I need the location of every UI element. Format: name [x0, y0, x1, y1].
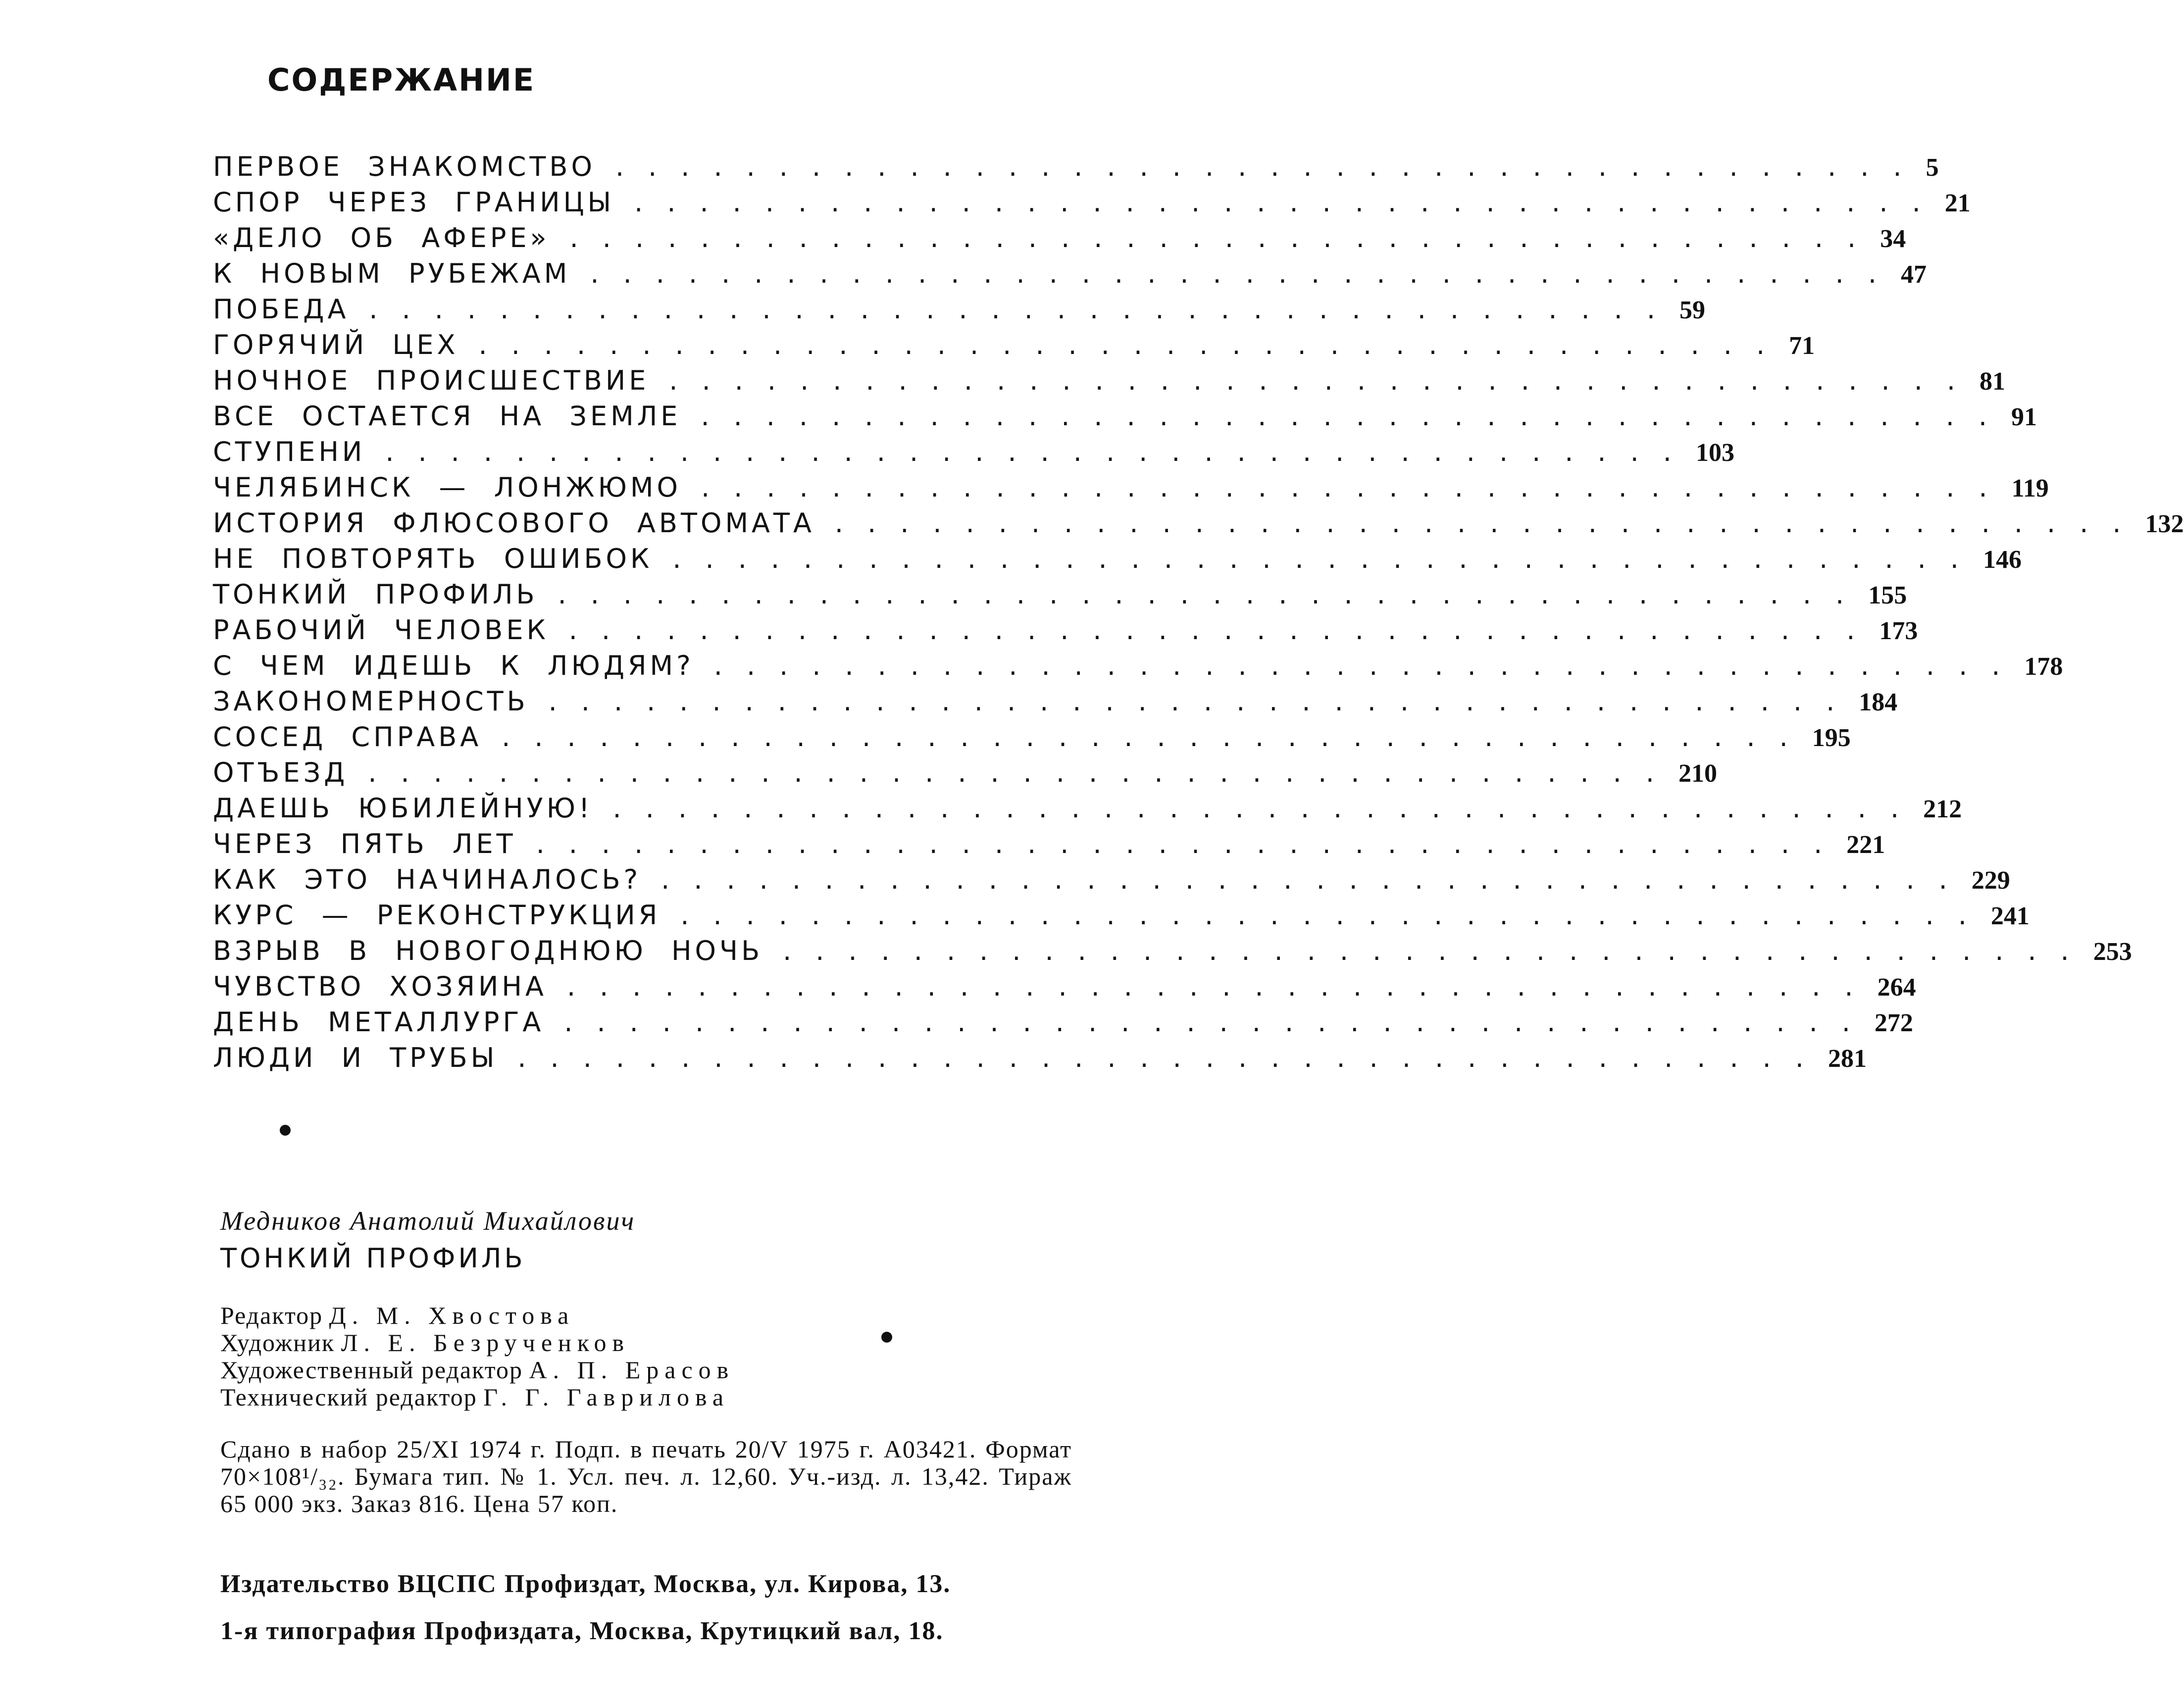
toc-entry-page: 132 — [2145, 510, 2184, 538]
toc-entry-title: СОСЕД СПРАВА — [213, 721, 482, 753]
toc-entry-title: ДЕНЬ МЕТАЛЛУРГА — [213, 1006, 545, 1038]
credit-line — [220, 1302, 1072, 1329]
toc-entry-title: К НОВЫМ РУБЕЖАМ — [213, 258, 571, 289]
toc-entry-page: 5 — [1926, 153, 1939, 182]
toc-entry-page: 184 — [1859, 688, 1898, 716]
toc-entry — [213, 436, 1734, 472]
toc-entry-title: СТУПЕНИ — [213, 436, 366, 467]
toc-entry — [213, 258, 1927, 294]
toc-entry-page: 212 — [1923, 795, 1962, 823]
toc-dot-leader: ........................................ — [548, 686, 1859, 717]
credits-block — [220, 1302, 1072, 1411]
toc-entry — [213, 151, 1939, 187]
toc-entry-title: ПЕРВОЕ ЗНАКОМСТВО — [213, 151, 596, 182]
toc-entry-page: 103 — [1695, 439, 1734, 467]
toc-entry-title: ГОРЯЧИЙ ЦЕХ — [213, 329, 459, 360]
toc-dot-leader: ........................................ — [680, 900, 1991, 931]
toc-entry-title: ПОБЕДА — [213, 294, 350, 325]
toc-entry-title: С ЧЕМ ИДЕШЬ К ЛЮДЯМ? — [213, 650, 694, 681]
toc-entry — [213, 864, 2010, 900]
credit-role: Художественный редактор — [220, 1356, 523, 1384]
toc-dot-leader: ........................................ — [783, 935, 2093, 966]
toc-entry — [213, 757, 1717, 793]
toc-entry-title: НЕ ПОВТОРЯТЬ ОШИБОК — [213, 543, 653, 574]
toc-entry-page: 178 — [2024, 652, 2063, 681]
toc-entry-title: ОТЪЕЗД — [213, 757, 349, 788]
toc-entry-title: ИСТОРИЯ ФЛЮСОВОГО АВТОМАТА — [213, 507, 815, 539]
toc-dot-leader: ........................................ — [502, 721, 1812, 753]
toc-entry-page: 173 — [1879, 617, 1918, 645]
credit-name: Г. Г. Гаврилова — [483, 1383, 730, 1411]
toc-entry-page: 281 — [1828, 1045, 1867, 1073]
publisher-line: Издательство ВЦСПС Профиздат, Москва, ул. Кирова, 13. — [220, 1570, 951, 1598]
toc-dot-leader: ........................................ — [672, 543, 1983, 574]
toc-entry-title: ДАЕШЬ ЮБИЛЕЙНУЮ! — [213, 793, 593, 824]
toc-dot-leader: ........................................ — [569, 222, 1880, 253]
credit-line — [220, 1329, 1072, 1356]
toc-entry — [213, 935, 2132, 971]
toc-dot-leader: ........................................ — [558, 579, 1869, 610]
toc-dot-leader: ........................................ — [590, 258, 1901, 289]
toc-entry-page: 34 — [1880, 225, 1906, 253]
toc-entry — [213, 329, 1815, 365]
toc-entry-title: ЗАКОНОМЕРНОСТЬ — [213, 686, 529, 717]
toc-entry-title: «ДЕЛО ОБ АФЕРЕ» — [213, 222, 550, 253]
credit-line — [220, 1356, 1072, 1384]
toc-entry — [213, 650, 2063, 686]
credit-name: А. П. Ерасов — [529, 1356, 735, 1384]
toc-entry — [213, 1006, 1913, 1042]
toc-entry-title: ВЗРЫВ В НОВОГОДНЮЮ НОЧЬ — [213, 935, 763, 966]
toc-entry — [213, 686, 1898, 721]
credit-line — [220, 1384, 1072, 1411]
toc-dot-leader: ........................................ — [478, 329, 1789, 360]
toc-dot-leader: ........................................ — [634, 187, 1945, 218]
toc-entry-page: 264 — [1877, 973, 1916, 1002]
credit-role: Художник — [220, 1329, 335, 1356]
toc-dot-leader: ........................................ — [385, 436, 1696, 467]
credit-name: Л. Е. Безрученков — [341, 1329, 630, 1356]
toc-entry-page: 146 — [1982, 546, 2022, 574]
toc-entry-page: 210 — [1678, 759, 1717, 788]
toc-entry-page: 21 — [1944, 189, 1971, 217]
toc-entry-title: СПОР ЧЕРЕЗ ГРАНИЦЫ — [213, 187, 615, 218]
toc-entry — [213, 507, 2184, 543]
toc-entry-page: 195 — [1812, 724, 1851, 752]
printer-line: 1-я типография Профиздата, Москва, Крутицкий вал, 18. — [220, 1617, 944, 1645]
credit-role: Технический редактор — [220, 1383, 477, 1411]
toc-entry — [213, 721, 1851, 757]
toc-entry — [213, 365, 2006, 401]
toc-entry-title: КАК ЭТО НАЧИНАЛОСЬ? — [213, 864, 642, 895]
toc-entry-page: 119 — [2011, 474, 2049, 502]
toc-entry — [213, 472, 2049, 507]
toc-entry-title: ЛЮДИ И ТРУБЫ — [213, 1042, 498, 1073]
toc-entry-page: 81 — [1980, 367, 2006, 396]
toc-entry — [213, 900, 2030, 935]
toc-dot-leader: ........................................ — [701, 401, 2012, 432]
table-of-contents — [213, 151, 2184, 1078]
credit-role: Редактор — [220, 1302, 323, 1329]
toc-dot-leader: ........................................ — [517, 1042, 1828, 1073]
print-info: Сдано в набор 25/XI 1974 г. Подп. в печать 20/V 1975 г. А03421. Формат 70×108¹/₃₂. Бумага тип. № 1. Усл. печ. л. 12,60. Уч.-изд. л. 13,42. Тираж 65 000 экз. Заказ 816. Цена 57 коп. — [220, 1435, 1072, 1517]
toc-entry-page: 47 — [1901, 260, 1927, 289]
toc-entry-title: ЧЕРЕЗ ПЯТЬ ЛЕТ — [213, 828, 516, 859]
toc-dot-leader: ........................................ — [701, 472, 2012, 503]
toc-entry-page: 272 — [1874, 1009, 1913, 1037]
toc-dot-leader: ........................................ — [834, 507, 2145, 539]
toc-entry-title: КУРС — РЕКОНСТРУКЦИЯ — [213, 900, 661, 931]
toc-entry-page: 253 — [2093, 938, 2132, 966]
author-name: Медников Анатолий Михайлович — [220, 1206, 636, 1236]
toc-entry — [213, 401, 2037, 436]
toc-dot-leader: ........................................ — [612, 793, 1924, 824]
toc-entry — [213, 971, 1916, 1006]
toc-entry — [213, 294, 1706, 329]
toc-dot-leader: ........................................ — [564, 1006, 1875, 1038]
book-title: ТОНКИЙ ПРОФИЛЬ — [220, 1243, 526, 1274]
toc-entry — [213, 793, 1962, 828]
toc-entry-title: ВСЕ ОСТАЕТСЯ НА ЗЕМЛЕ — [213, 401, 681, 432]
toc-dot-leader: ........................................ — [566, 971, 1878, 1002]
toc-entry — [213, 187, 1971, 222]
toc-dot-leader: ........................................ — [368, 757, 1678, 788]
toc-entry — [213, 828, 1885, 864]
credit-name: Д. М. Хвостова — [329, 1302, 575, 1329]
toc-entry-title: ЧЕЛЯБИНСК — ЛОНЖЮМО — [213, 472, 681, 503]
toc-entry-title: ТОНКИЙ ПРОФИЛЬ — [213, 579, 538, 610]
toc-entry — [213, 614, 1918, 650]
toc-entry-title: ЧУВСТВО ХОЗЯИНА — [213, 971, 547, 1002]
toc-entry-title: НОЧНОЕ ПРОИСШЕСТВИЕ — [213, 365, 650, 396]
toc-dot-leader: ........................................ — [568, 614, 1879, 646]
bullet-mark — [280, 1125, 291, 1136]
toc-entry — [213, 222, 1906, 258]
toc-entry-page: 221 — [1846, 831, 1885, 859]
toc-entry-page: 155 — [1868, 581, 1907, 609]
toc-dot-leader: ........................................ — [369, 294, 1680, 325]
page-title: СОДЕРЖАНИЕ — [267, 62, 536, 98]
toc-entry-page: 71 — [1789, 332, 1815, 360]
toc-entry — [213, 1042, 1867, 1078]
toc-entry — [213, 543, 2022, 579]
toc-dot-leader: ........................................ — [713, 650, 2025, 681]
toc-dot-leader: ........................................ — [661, 864, 1972, 895]
toc-dot-leader: ........................................ — [615, 151, 1926, 182]
toc-entry-page: 229 — [1971, 866, 2010, 895]
toc-entry — [213, 579, 1907, 614]
toc-dot-leader: ........................................ — [669, 365, 1980, 396]
toc-entry-page: 91 — [2011, 403, 2037, 431]
toc-entry-page: 59 — [1679, 296, 1706, 324]
toc-entry-title: РАБОЧИЙ ЧЕЛОВЕК — [213, 614, 549, 646]
toc-dot-leader: ........................................ — [536, 828, 1847, 859]
toc-entry-page: 241 — [1990, 902, 2030, 930]
